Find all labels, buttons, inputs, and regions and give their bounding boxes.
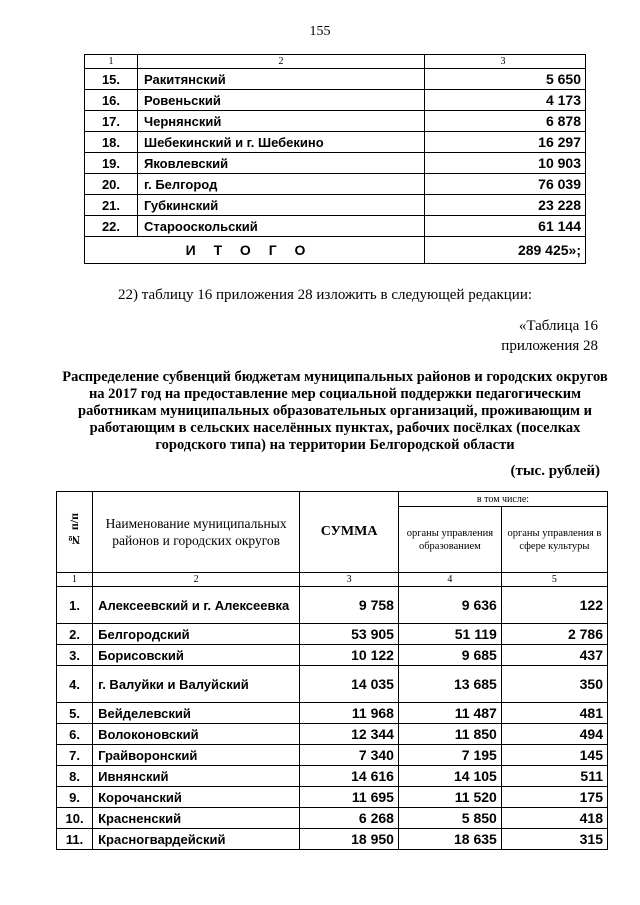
culture-value: 2 786 bbox=[501, 624, 607, 645]
district-name: Ровеньский bbox=[138, 90, 425, 111]
culture-value: 145 bbox=[501, 745, 607, 766]
column-index: 3 bbox=[425, 55, 586, 69]
table-row bbox=[85, 90, 586, 111]
column-index: 1 bbox=[57, 573, 93, 587]
table-row bbox=[85, 132, 586, 153]
edu-value: 11 850 bbox=[398, 724, 501, 745]
district-name: Красненский bbox=[93, 808, 300, 829]
edu-value: 5 850 bbox=[398, 808, 501, 829]
column-index: 5 bbox=[501, 573, 607, 587]
row-number: 9. bbox=[57, 787, 93, 808]
table-row bbox=[57, 587, 608, 624]
sum-value: 14 616 bbox=[300, 766, 399, 787]
table-reference bbox=[501, 316, 598, 356]
edu-value: 7 195 bbox=[398, 745, 501, 766]
row-number: 19. bbox=[85, 153, 138, 174]
table-row bbox=[57, 766, 608, 787]
column-index: 2 bbox=[93, 573, 300, 587]
culture-value: 122 bbox=[501, 587, 607, 624]
district-name: Белгородский bbox=[93, 624, 300, 645]
culture-value: 481 bbox=[501, 703, 607, 724]
edu-value: 11 487 bbox=[398, 703, 501, 724]
edu-value: 18 635 bbox=[398, 829, 501, 850]
edu-value: 9 636 bbox=[398, 587, 501, 624]
table-row bbox=[85, 216, 586, 237]
header-edu: органы управления образованием bbox=[398, 507, 501, 573]
row-number: 10. bbox=[57, 808, 93, 829]
table-header-row bbox=[57, 492, 608, 507]
amount: 61 144 bbox=[425, 216, 586, 237]
table-row bbox=[57, 666, 608, 703]
column-index: 2 bbox=[138, 55, 425, 69]
edu-value: 11 520 bbox=[398, 787, 501, 808]
row-number: 2. bbox=[57, 624, 93, 645]
sum-value: 12 344 bbox=[300, 724, 399, 745]
row-number: 11. bbox=[57, 829, 93, 850]
table-row bbox=[85, 174, 586, 195]
row-number: 16. bbox=[85, 90, 138, 111]
table-row bbox=[85, 195, 586, 216]
table-row bbox=[57, 787, 608, 808]
total-value: 289 425»; bbox=[425, 237, 586, 264]
table-continuation bbox=[84, 54, 586, 264]
district-name: Шебекинский и г. Шебекино bbox=[138, 132, 425, 153]
amount: 16 297 bbox=[425, 132, 586, 153]
total-label: ИТОГО bbox=[85, 237, 425, 264]
header-name: Наименование муниципальных районов и городских округов bbox=[93, 492, 300, 573]
table-row bbox=[57, 745, 608, 766]
row-number: 22. bbox=[85, 216, 138, 237]
column-index-row bbox=[57, 573, 608, 587]
edu-value: 9 685 bbox=[398, 645, 501, 666]
edu-value: 51 119 bbox=[398, 624, 501, 645]
column-index: 3 bbox=[300, 573, 399, 587]
table-header-row bbox=[85, 55, 586, 69]
edu-value: 13 685 bbox=[398, 666, 501, 703]
culture-value: 511 bbox=[501, 766, 607, 787]
table-row bbox=[57, 724, 608, 745]
header-num bbox=[57, 492, 93, 573]
sum-value: 18 950 bbox=[300, 829, 399, 850]
culture-value: 418 bbox=[501, 808, 607, 829]
row-number: 5. bbox=[57, 703, 93, 724]
district-name: Грайворонский bbox=[93, 745, 300, 766]
row-number: 3. bbox=[57, 645, 93, 666]
header-sum: СУММА bbox=[300, 492, 399, 573]
table-row bbox=[57, 703, 608, 724]
district-name: Вейделевский bbox=[93, 703, 300, 724]
table-row bbox=[57, 624, 608, 645]
sum-value: 7 340 bbox=[300, 745, 399, 766]
row-number: 7. bbox=[57, 745, 93, 766]
district-name: Ракитянский bbox=[138, 69, 425, 90]
table-row bbox=[85, 111, 586, 132]
instruction-text: 22) таблицу 16 приложения 28 изложить в следующей редакции: bbox=[118, 287, 533, 303]
page-number: 155 bbox=[309, 24, 331, 39]
amount: 23 228 bbox=[425, 195, 586, 216]
row-number: 21. bbox=[85, 195, 138, 216]
amount: 76 039 bbox=[425, 174, 586, 195]
subventions-table bbox=[56, 491, 608, 850]
table-row bbox=[57, 808, 608, 829]
culture-value: 494 bbox=[501, 724, 607, 745]
sum-value: 11 695 bbox=[300, 787, 399, 808]
district-name: г. Валуйки и Валуйский bbox=[93, 666, 300, 703]
sum-value: 6 268 bbox=[300, 808, 399, 829]
row-number: 1. bbox=[57, 587, 93, 624]
district-name: Яковлевский bbox=[138, 153, 425, 174]
district-name: Чернянский bbox=[138, 111, 425, 132]
table-row bbox=[85, 153, 586, 174]
row-number: 4. bbox=[57, 666, 93, 703]
culture-value: 315 bbox=[501, 829, 607, 850]
row-number: 8. bbox=[57, 766, 93, 787]
total-row bbox=[85, 237, 586, 264]
column-index: 1 bbox=[85, 55, 138, 69]
header-num-label: № п/п bbox=[67, 512, 82, 548]
document-title: Распределение субвенций бюджетам муниципальных районов и городских округов на 2017 год на предоставление мер социальной поддержки педагогическим работникам муниципальных образовательных организаций, проживающим и работающим в сельских населённых пунктах, рабочих посёлках (поселках городского типа) на территории Белгородской области bbox=[62, 369, 608, 453]
sum-value: 9 758 bbox=[300, 587, 399, 624]
row-number: 15. bbox=[85, 69, 138, 90]
units-label: (тыс. рублей) bbox=[510, 463, 600, 479]
row-number: 20. bbox=[85, 174, 138, 195]
district-name: Корочанский bbox=[93, 787, 300, 808]
header-culture: органы управления в сфере культуры bbox=[501, 507, 607, 573]
table-row bbox=[57, 645, 608, 666]
amount: 5 650 bbox=[425, 69, 586, 90]
header-including: в том числе: bbox=[398, 492, 607, 507]
table-body bbox=[57, 587, 608, 850]
amount: 4 173 bbox=[425, 90, 586, 111]
row-number: 18. bbox=[85, 132, 138, 153]
district-name: Ивнянский bbox=[93, 766, 300, 787]
column-index: 4 bbox=[398, 573, 501, 587]
culture-value: 437 bbox=[501, 645, 607, 666]
district-name: Старооскольский bbox=[138, 216, 425, 237]
table-row bbox=[57, 829, 608, 850]
district-name: г. Белгород bbox=[138, 174, 425, 195]
amount: 6 878 bbox=[425, 111, 586, 132]
table-row bbox=[85, 69, 586, 90]
row-number: 17. bbox=[85, 111, 138, 132]
culture-value: 175 bbox=[501, 787, 607, 808]
sum-value: 53 905 bbox=[300, 624, 399, 645]
culture-value: 350 bbox=[501, 666, 607, 703]
row-number: 6. bbox=[57, 724, 93, 745]
sum-value: 14 035 bbox=[300, 666, 399, 703]
district-name: Красногвардейский bbox=[93, 829, 300, 850]
amount: 10 903 bbox=[425, 153, 586, 174]
district-name: Борисовский bbox=[93, 645, 300, 666]
table-reference-line: приложения 28 bbox=[501, 338, 598, 354]
district-name: Алексеевский и г. Алексеевка bbox=[93, 587, 300, 624]
table-reference-line: «Таблица 16 bbox=[518, 318, 598, 334]
table-body bbox=[85, 69, 586, 237]
sum-value: 10 122 bbox=[300, 645, 399, 666]
district-name: Губкинский bbox=[138, 195, 425, 216]
district-name: Волоконовский bbox=[93, 724, 300, 745]
sum-value: 11 968 bbox=[300, 703, 399, 724]
edu-value: 14 105 bbox=[398, 766, 501, 787]
